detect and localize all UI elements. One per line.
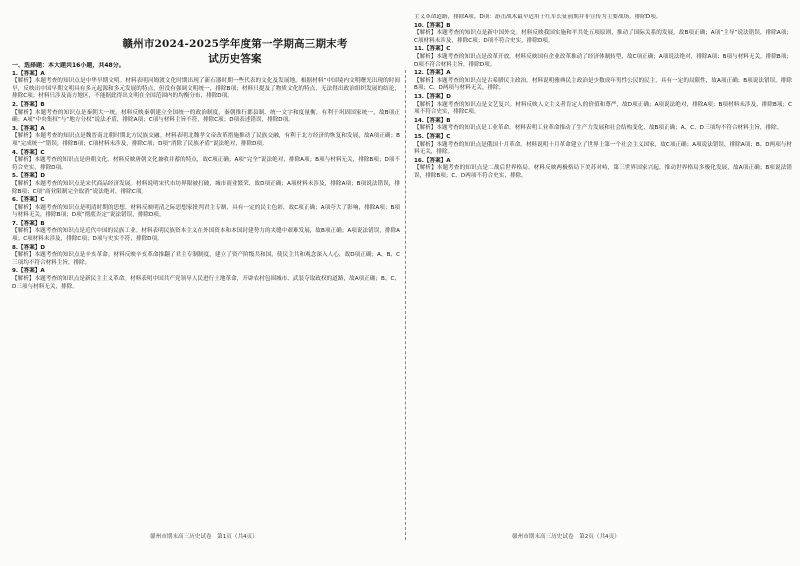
answer-item bbox=[414, 134, 792, 157]
answer-item bbox=[414, 94, 792, 117]
answer-item bbox=[12, 221, 400, 244]
answer-explanation: 【解析】本题考查的知识点是新民主主义革命。材料表明中国共产党领导人民进行土地革命，开辟农村包围城市、武装夺取政权的道路，故A项正确；B、C、D三项与材料无关，排除。 bbox=[12, 276, 400, 290]
answer-key: 3.【答案】A bbox=[12, 125, 45, 132]
answer-explanation: 【解析】本题考查的知识点是宋代商品经济发展。材料说明宋代市坊界限被打破，城市商业繁荣，故D项正确；A项材料未涉及，排除A项；B项说法错误，排除B项；C项“商业限制完全取消”说法绝对，排除C项。 bbox=[12, 180, 400, 195]
answer-item bbox=[414, 118, 792, 133]
answer-explanation: 【解析】本题考查的知识点是中华早期文明。材料表明河姆渡文化时期出现了新石器时期一些代表的文化及发展地，根据材料“中国境内文明曙光出现的时间早，反映出中国早期文明具有多元起源和多元发展的特点，但没有强调文明统一，排除B项；材料只提及了物质文化的特点，无法得出政治组织发展的结论，排除C项；材料只涉及南方地区，不能据此得出文明在全国范围内的均衡分布，排除D项。 bbox=[12, 78, 400, 100]
page-footer-left: 赣州市期末高三历史试卷 第1页（共4页） bbox=[150, 534, 258, 540]
answer-key: 8.【答案】D bbox=[12, 244, 46, 251]
answer-key: 11.【答案】C bbox=[414, 46, 451, 53]
answer-explanation: 【解析】本题考查的知识点是辛亥革命。材料反映辛亥革命推翻了君主专制制度，建立了资产阶级共和国，使民主共和观念深入人心，故D项正确；A、B、C三项均不符合材料主旨，排除。 bbox=[12, 252, 400, 266]
answer-explanation: 【解析】本题考查的知识点是近代中国的民族工业。材料表明民族资本主义在外国资本和本国封建势力的夹缝中艰难发展，故B项正确；A项说法错误，排除A项；C项材料未涉及，排除C项；D项与史实不符，排除D项。 bbox=[12, 228, 400, 243]
answer-item bbox=[414, 23, 792, 46]
answer-item bbox=[414, 14, 792, 22]
answer-explanation: 【解析】本题考查的知识点是新中国外交。材料反映我国实施和平共处五项原则，推动了国际关系的发展，故B项正确；A项“主导”说法错误，排除A项；C项材料未涉及，排除C项；D项不符合史实，排除D项。 bbox=[414, 30, 792, 44]
answer-item bbox=[12, 126, 400, 149]
answer-item bbox=[414, 70, 792, 93]
answer-explanation: 【解析】本题考查的知识点是改革开放。材料反映国有企业改革推动了经济体制转型，故C项正确；A项说法绝对，排除A项；B项与材料无关，排除B项；D项不符合材料主旨，排除D项。 bbox=[414, 53, 792, 68]
answer-item bbox=[12, 268, 400, 291]
right-column bbox=[414, 14, 792, 534]
fold-line bbox=[405, 70, 406, 540]
answer-explanation: 【解析】本题考查的知识点是俄国十月革命。材料说明十月革命建立了世界上第一个社会主义国家，故C项正确；A项说法错误，排除A项；B、D两项与材料无关，排除。 bbox=[414, 141, 792, 156]
answer-key: 7.【答案】B bbox=[12, 220, 45, 227]
answer-item bbox=[414, 46, 792, 69]
answer-key: 13.【答案】D bbox=[414, 93, 451, 100]
document-title: 赣州市2024-2025学年度第一学期高三期末考试历史答案 bbox=[122, 38, 348, 65]
answer-explanation: 【解析】本题考查的知识点是魏晋南北朝时期北方民族交融。材料表明北魏孝文帝改革措施推动了民族交融，有利于北方经济的恢复和发展，故A项正确；B项“完成统一”错误，排除B项；C项材料未涉及，排除C项；D项“消除了民族矛盾”说法绝对，排除D项。 bbox=[12, 133, 400, 147]
answer-key: 1.【答案】A bbox=[12, 70, 45, 77]
answer-explanation: 【解析】本题考查的知识点是唐朝文化。材料反映唐朝文化兼收并蓄的特点，故C项正确；A项“完全”说法绝对，排除A项；B项与材料无关，排除B项；D项不符合史实，排除D项。 bbox=[12, 157, 400, 171]
answer-item bbox=[12, 173, 400, 196]
answer-explanation: 【解析】本题考查的知识点是古希腊民主政治。材料说明雅典民主政治是少数成年男性公民的民主，具有一定的局限性，故A项正确；B项说法错误，排除B项；C、D两项与材料无关，排除。 bbox=[414, 77, 792, 92]
answer-explanation: 【解析】本题考查的知识点是秦朝大一统。材料反映秦朝建立全国统一的政治制度，秦朝推行郡县制、统一文字和度量衡，有利于巩固国家统一，故B项正确；A项“中央集权”与“地方分权”说法矛盾，排除A项；C项与材料主旨不符，排除C项；D项表述错误，排除D项。 bbox=[12, 109, 400, 124]
answer-explanation: 【解析】本题考查的知识点是二战后世界格局。材料反映两极格局下美苏对峙，第三世界国家兴起，推动世界格局多极化发展，故A项正确；B项说法错误，排除B项；C、D两项不符合史实，排除。 bbox=[414, 165, 792, 179]
answer-key: 14.【答案】B bbox=[414, 117, 451, 124]
left-answer-list bbox=[12, 71, 400, 292]
answer-key: 15.【答案】C bbox=[414, 133, 451, 140]
left-column bbox=[12, 62, 400, 530]
answer-item bbox=[12, 197, 400, 220]
answer-item bbox=[12, 71, 400, 101]
answer-item bbox=[12, 245, 400, 268]
answer-key: 2.【答案】B bbox=[12, 101, 45, 108]
answer-key: 5.【答案】D bbox=[12, 173, 46, 180]
right-answer-list bbox=[414, 14, 792, 180]
answer-item bbox=[414, 158, 792, 181]
page-footer-right: 赣州市期末高三历史试卷 第2页（共4页） bbox=[512, 534, 620, 540]
answer-explanation: 【解析】本题考查的知识点是文艺复兴。材料反映人文主义者肯定人的价值和尊严，故D项正确；A项说法绝对，排除A项；B项材料未涉及，排除B项；C项不符合史实，排除C项。 bbox=[414, 101, 792, 116]
answer-item bbox=[12, 102, 400, 125]
answer-key: 6.【答案】C bbox=[12, 197, 45, 204]
section-heading: 一、选择题：本大题共16小题，共48分。 bbox=[12, 62, 125, 69]
answer-explanation: 主义革命道路，排除A项。D项：游击战术最早适用于红军长征前期并非宣传为主要战场，排除D项。 bbox=[414, 14, 662, 20]
answer-item bbox=[12, 150, 400, 173]
answer-key: 10.【答案】B bbox=[414, 22, 451, 29]
answer-explanation: 【解析】本题考查的知识点是明清时期的思想。材料反映明清之际思想家批判君主专制，具有一定的民主色彩，故C项正确；A项夸大了影响，排除A项；B项与材料无关，排除B项；D项“彻底否定”说法错误，排除D项。 bbox=[12, 204, 400, 219]
answer-key: 9.【答案】A bbox=[12, 268, 45, 275]
answer-key: 12.【答案】A bbox=[414, 70, 451, 77]
answer-key: 16.【答案】A bbox=[414, 157, 451, 164]
answer-explanation: 【解析】本题考查的知识点是工业革命。材料表明工业革命推动了生产力发展和社会结构变化，故B项正确；A、C、D三项均不符合材料主旨，排除。 bbox=[414, 125, 783, 132]
answer-key: 4.【答案】C bbox=[12, 149, 45, 156]
